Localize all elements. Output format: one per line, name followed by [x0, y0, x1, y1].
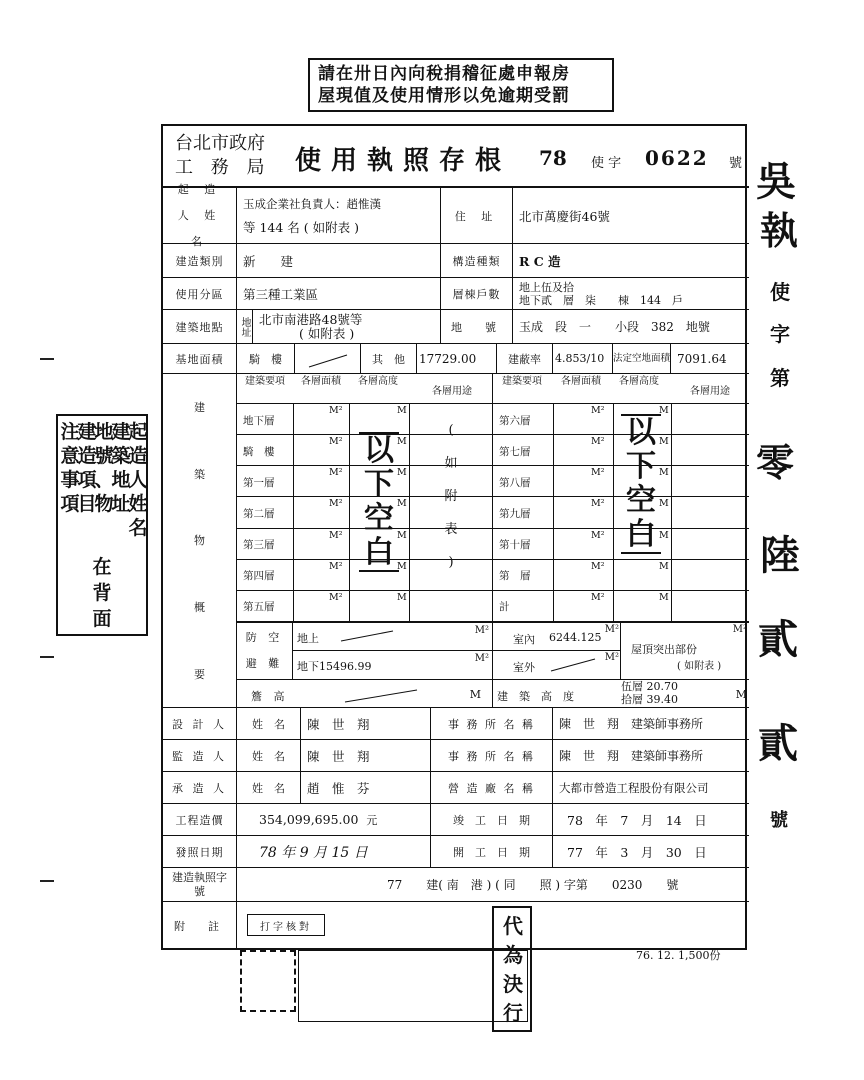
contractor-name-label: 姓 名: [237, 772, 301, 803]
license-number: 0622: [645, 146, 709, 170]
side-notice-char: 名: [128, 517, 148, 539]
parking-outdoor: [493, 651, 621, 679]
left-floor-label: 第三層: [243, 539, 275, 552]
margin-tick-2: [40, 656, 54, 658]
contractor-company: 大都市營造工程股份有限公司: [559, 780, 709, 795]
zone-row: [163, 278, 749, 310]
usage-char-1: (: [448, 423, 454, 438]
right-floor-label: 第七層: [499, 445, 531, 458]
document-title: 使用執照存根: [295, 146, 512, 176]
contractor-company-label: 營 造 廠 名 稱: [431, 772, 553, 803]
typing-check-stamp: 打字核對: [247, 914, 325, 936]
side-notice-char: 地: [94, 421, 114, 443]
lot-label: 地 號: [441, 310, 513, 343]
print-code: 76. 12. 1,500份: [636, 949, 721, 962]
permit-value: 77 建( 南 港 ) ( 同 照 ) 字第 0230 號: [387, 878, 679, 892]
shelter-label: 防 空 避 難: [237, 623, 293, 679]
side-notice-char: 址: [111, 493, 131, 515]
cost-row: [163, 804, 749, 836]
license-year: 78: [539, 146, 567, 170]
open-space-value: 7091.64: [677, 351, 727, 366]
left-col-headers: [237, 374, 493, 404]
margin-tick-1: [40, 358, 54, 360]
parking-indoor-value: 6244.125: [549, 631, 602, 644]
height-block: [493, 680, 749, 708]
contractor-name: 趙 惟 芬: [301, 772, 431, 803]
side-notice-char: 造: [77, 445, 97, 467]
designer-office-label: 事 務 所 名 稱: [431, 708, 553, 739]
right-height-unit: M: [659, 467, 669, 479]
area-row: [163, 344, 749, 374]
blank-mark-right: 以下空白: [621, 414, 661, 554]
height-unit: M: [735, 688, 747, 701]
eave-label: 簷 高: [251, 690, 289, 703]
type-value: 新 建: [237, 244, 441, 277]
designer-row: [163, 708, 749, 740]
cost-amount: 354,099,695.00: [259, 812, 359, 827]
left-area-unit: M²: [329, 467, 343, 479]
right-area-unit: M²: [591, 560, 605, 572]
issue-date: 78 年 9 月 15 日: [237, 836, 431, 867]
left-height-unit: M: [397, 560, 407, 572]
height-line2: 拾層 39.40: [621, 693, 678, 706]
parking-outdoor-slash: [549, 657, 599, 673]
start-date: 77 年 3 月 30 日: [567, 844, 707, 860]
type-row: [163, 244, 749, 278]
height-line1: 伍層 20.70: [621, 680, 678, 693]
eave-block: [237, 680, 493, 708]
cost-value: [237, 804, 431, 835]
left-header-use: 各層用途: [432, 386, 472, 397]
right-header-use: 各層用途: [690, 386, 730, 397]
left-height-unit: M: [397, 498, 407, 510]
left-col-divider-2: [349, 404, 350, 622]
roof-label: 屋頂突出部份: [631, 643, 697, 656]
shelter-block: [237, 622, 493, 680]
right-floor-label: 第九層: [499, 507, 531, 520]
structure-value: R C 造: [519, 253, 561, 269]
license-form: [161, 124, 747, 950]
right-header-height: 各層高度: [619, 376, 659, 387]
site-row: [163, 310, 749, 344]
site-value-line2: ( 如附表 ): [299, 325, 355, 341]
org-line-1: 台北市政府: [175, 133, 265, 154]
height-label: 建 築 高 度: [497, 690, 574, 703]
shelter-above-slash: [337, 629, 397, 643]
address-value: 北市萬慶街46號: [519, 208, 610, 224]
side-notice-char: 號: [94, 445, 114, 467]
left-floor-row: [237, 591, 493, 622]
notice-line-2: 屋現值及使用情形以免逾期受罰: [318, 86, 570, 106]
building-side-char-5: 要: [194, 667, 205, 681]
usage-char-5: ): [448, 555, 454, 570]
usage-char-2: 如: [444, 456, 458, 471]
floors-line1: 地上伍及拾: [519, 280, 574, 294]
right-side-char: 貳: [758, 616, 798, 663]
side-notice-char: 、: [94, 469, 114, 491]
right-col-divider-2: [613, 404, 614, 622]
site-value: [253, 310, 441, 343]
arcade-label: 騎 樓: [237, 344, 295, 373]
right-side-char: 貳: [758, 720, 798, 767]
usage-see-table: [439, 414, 463, 579]
left-floor-label: 騎 樓: [243, 445, 275, 458]
building-summary: [163, 374, 749, 708]
eave-unit: M: [469, 688, 481, 701]
right-height-unit: M: [659, 405, 669, 416]
designer-name-label: 姓 名: [237, 708, 301, 739]
parking-outdoor-label: 室外: [513, 661, 535, 674]
left-area-unit: M²: [329, 529, 343, 541]
right-header-item: 建築要項: [502, 376, 542, 387]
right-floor-row: [493, 560, 749, 591]
structure-label: 構造種類: [441, 244, 513, 277]
side-notice-char: 目: [77, 493, 97, 515]
proxy-stamp-char: 代: [503, 914, 523, 938]
left-header-item: 建築要項: [245, 376, 285, 387]
side-notice-col: [94, 420, 114, 516]
side-notice-char: 造: [128, 445, 148, 467]
side-notice-char: 地: [111, 469, 131, 491]
area-label: 基地面積: [163, 344, 237, 373]
shelter-below-value: 地下15496.99: [297, 660, 372, 673]
coverage-value: 4.853/10: [553, 344, 613, 373]
open-space-label: 法定空地面積: [613, 344, 671, 373]
builder-label: 起 造 人 姓 名: [163, 188, 237, 243]
left-col-divider-1: [293, 404, 294, 622]
parking-indoor-label: 室內: [513, 633, 535, 646]
building-side-char-1: 建: [194, 401, 205, 415]
left-area-unit: M²: [329, 560, 343, 572]
left-floor-table: [237, 374, 493, 708]
right-area-unit: M²: [591, 498, 605, 510]
tax-notice-stamp: [308, 58, 614, 112]
left-height-unit: M: [397, 591, 407, 603]
side-extra-char-3: 面: [92, 608, 112, 630]
right-side-char: 第: [770, 366, 790, 390]
cost-label: 工程造價: [163, 804, 237, 835]
shelter-above-label: 地上: [297, 632, 319, 645]
side-notice-char: 築: [111, 445, 131, 467]
right-area-unit: M²: [591, 467, 605, 479]
margin-tick-3: [40, 880, 54, 882]
building-side-char-3: 物: [194, 534, 205, 548]
cost-unit: 元: [366, 813, 378, 827]
parking-values: [493, 623, 621, 679]
left-height-unit: M: [397, 405, 407, 416]
site-address-mark: 地址: [237, 310, 253, 343]
side-notice-col: [111, 420, 131, 516]
right-side-char: 吳: [756, 158, 796, 205]
side-notice-char: 物: [94, 493, 114, 515]
license-suffix: 號: [729, 156, 743, 171]
left-height-unit: M: [397, 436, 407, 448]
left-floor-label: 地下層: [243, 414, 275, 427]
left-floor-label: 第四層: [243, 570, 275, 583]
shelter-above-unit: M²: [474, 625, 489, 636]
completion-label: 竣 工 日 期: [431, 804, 553, 835]
parking-indoor: [493, 623, 621, 651]
right-col-divider-3: [671, 404, 672, 622]
other-value: 17729.00: [417, 344, 497, 373]
right-height-unit: M: [659, 591, 669, 603]
zone-label: 使用分區: [163, 278, 237, 309]
left-floor-label: 第二層: [243, 507, 275, 520]
right-side-char: 字: [770, 322, 790, 346]
right-floor-table: [493, 374, 749, 708]
builder-value-line1: 玉成企業社負責人：趙惟漢: [243, 196, 381, 211]
right-height-unit: M: [659, 560, 669, 572]
start-label: 開 工 日 期: [431, 836, 553, 867]
building-side-label: [163, 374, 237, 707]
side-notice-stamp: [56, 414, 148, 636]
side-notice-col: [77, 420, 97, 516]
right-side-char: 使: [770, 280, 790, 304]
left-area-unit: M²: [329, 405, 343, 416]
proxy-stamp-char: 為: [503, 943, 523, 967]
side-notice-extra: [92, 554, 112, 632]
side-notice-char: 事: [60, 469, 80, 491]
building-side-char-4: 概: [194, 601, 205, 615]
floors-label: 層棟戶數: [441, 278, 513, 309]
seal-box-1: [240, 950, 296, 1012]
address-label: 住 址: [441, 188, 513, 243]
left-height-unit: M: [397, 529, 407, 541]
side-notice-char: 姓: [128, 493, 148, 515]
right-side-char: 號: [770, 810, 788, 831]
roof-unit: M²: [732, 624, 747, 635]
contractor-label: 承 造 人: [163, 772, 237, 803]
builder-row: [163, 182, 749, 248]
floors-line2: 地下貳 層 柒 棟 144 戶: [519, 293, 683, 307]
shelter-above: [293, 623, 493, 651]
other-label: 其 他: [361, 344, 417, 373]
notice-line-1: 請在卅日內向稅捐稽征處申報房: [318, 64, 570, 84]
left-area-unit: M²: [329, 436, 343, 448]
floors-value: [513, 278, 749, 309]
roof-block: [621, 623, 749, 679]
left-area-unit: M²: [329, 591, 343, 603]
right-height-unit: M: [659, 436, 669, 448]
permit-row: [163, 868, 749, 902]
arcade-empty-slash: [295, 345, 360, 373]
right-height-unit: M: [659, 529, 669, 541]
parking-block: [493, 622, 749, 680]
building-side-char-2: 築: [194, 467, 205, 481]
right-floor-label: 第十層: [499, 539, 531, 552]
right-header-area: 各層面積: [561, 376, 601, 387]
side-extra-char-2: 背: [92, 582, 112, 604]
right-side-char: 執: [760, 208, 799, 253]
remark-label: 附 註: [163, 902, 237, 950]
left-header-area: 各層面積: [301, 376, 341, 387]
proxy-stamp: [492, 906, 532, 1032]
side-notice-char: 注: [60, 421, 80, 443]
blank-mark-left: 以下空白: [359, 432, 399, 572]
builder-value: [237, 188, 441, 243]
height-values: [621, 680, 721, 706]
left-header-height: 各層高度: [358, 376, 398, 387]
proxy-stamp-text: [500, 912, 526, 1028]
issue-label: 發照日期: [163, 836, 237, 867]
arcade-value: [295, 344, 361, 373]
supervisor-row: [163, 740, 749, 772]
license-char: 使 字: [591, 156, 622, 171]
right-area-unit: M²: [591, 529, 605, 541]
eave-slash: [341, 688, 421, 704]
left-col-divider-3: [409, 404, 410, 622]
side-notice-col: [60, 420, 80, 516]
right-height-unit: M: [659, 498, 669, 510]
supervisor-office-label: 事 務 所 名 稱: [431, 740, 553, 771]
usage-char-3: 附: [444, 489, 458, 504]
zone-value: 第三種工業區: [237, 278, 441, 309]
side-notice-col: [128, 420, 148, 540]
side-extra-char-1: 在: [92, 556, 112, 578]
site-value-line1: 北市南港路48號等: [259, 311, 363, 327]
right-area-unit: M²: [591, 436, 605, 448]
issue-row: [163, 836, 749, 868]
proxy-stamp-char: 行: [503, 1001, 523, 1025]
parking-indoor-unit: M²: [604, 624, 619, 635]
right-col-divider-1: [553, 404, 554, 622]
designer-office: 陳 世 翔 建築師事務所: [559, 717, 704, 731]
org-line-2: 工 務 局: [175, 157, 271, 178]
usage-char-4: 表: [444, 522, 458, 537]
right-side-char: 零: [756, 440, 795, 485]
right-col-headers: [493, 374, 749, 404]
lot-value: 玉成 段 一 小段 382 地號: [519, 320, 710, 334]
side-notice-char: 建: [111, 421, 131, 443]
left-area-unit: M²: [329, 498, 343, 510]
side-notice-char: 建: [77, 421, 97, 443]
supervisor-name: 陳 世 翔: [301, 740, 431, 771]
right-floor-label: 第六層: [499, 414, 531, 427]
form-header: [163, 126, 749, 188]
issuing-org: [175, 132, 270, 180]
right-side-char: 陸: [760, 532, 800, 579]
shelter-below: [293, 651, 493, 679]
site-label: 建築地點: [163, 310, 237, 343]
right-floor-row: [493, 591, 749, 622]
coverage-label: 建蔽率: [497, 344, 553, 373]
builder-value-line2: 等 144 名 ( 如附表 ): [243, 219, 359, 235]
side-notice-char: 人: [128, 469, 148, 491]
left-floor-label: 第五層: [243, 601, 275, 614]
right-area-unit: M²: [591, 591, 605, 603]
side-notice-char: 項: [77, 469, 97, 491]
supervisor-label: 監 造 人: [163, 740, 237, 771]
shelter-below-unit: M²: [474, 653, 489, 664]
designer-name: 陳 世 翔: [301, 708, 431, 739]
side-notice-char: 項: [60, 493, 80, 515]
right-floor-label: 計: [499, 601, 510, 614]
right-area-unit: M²: [591, 405, 605, 416]
side-notice-char: 起: [128, 421, 148, 443]
remark-row: [163, 902, 749, 950]
permit-label: 建造執照字號: [163, 868, 237, 901]
left-height-unit: M: [397, 467, 407, 479]
contractor-row: [163, 772, 749, 804]
right-floor-label: 第 層: [499, 570, 531, 583]
side-notice-char: 意: [60, 445, 80, 467]
supervisor-name-label: 姓 名: [237, 740, 301, 771]
proxy-stamp-char: 決: [503, 972, 523, 996]
designer-label: 設 計 人: [163, 708, 237, 739]
completion-date: 78 年 7 月 14 日: [567, 812, 707, 828]
right-floor-label: 第八層: [499, 476, 531, 489]
roof-note: ( 如附表 ): [677, 661, 722, 672]
type-label: 建造類別: [163, 244, 237, 277]
left-floor-label: 第一層: [243, 476, 275, 489]
supervisor-office: 陳 世 翔 建築師事務所: [559, 749, 704, 763]
parking-outdoor-unit: M²: [604, 652, 619, 663]
